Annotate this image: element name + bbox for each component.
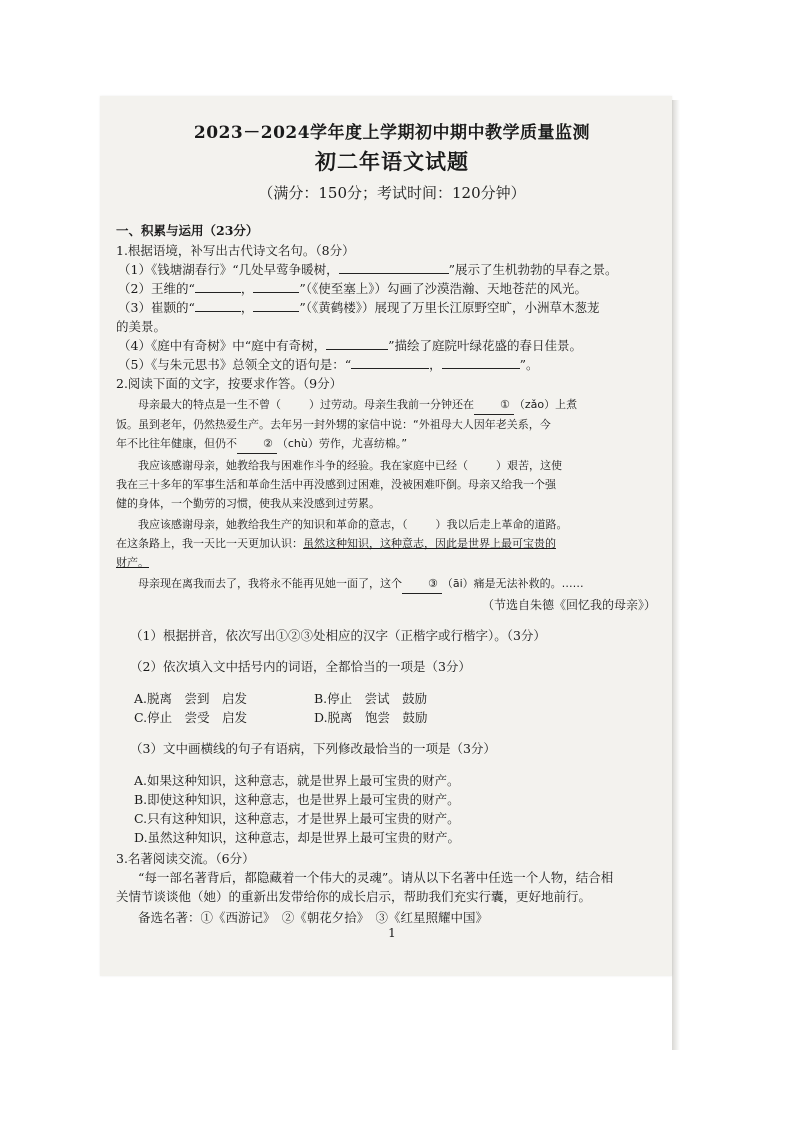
- exam-title: 2023－2024学年度上学期初中期中教学质量监测: [193, 123, 591, 143]
- q1-stem: 1.根据语境，补写出古代诗文名句。（8分）: [116, 243, 355, 258]
- passage-text: 我应该感谢母亲，她教给我生产的知识和革命的意志，（: [138, 518, 408, 531]
- passage-text: （zǎo）上煮: [513, 398, 578, 411]
- q2-sub-2: （2）依次填入文中括号内的词语，全都恰当的一项是（3分）: [130, 659, 471, 674]
- answer-blank[interactable]: [253, 299, 299, 312]
- q1-item-1-text-a: （1）《钱塘湖春行》“几处早莺争暖树，: [118, 262, 339, 277]
- q1-item-5-text-c: ”。: [519, 357, 539, 372]
- q2-stem: 2.阅读下面的文字，按要求作答。（9分）: [116, 376, 343, 391]
- passage-text: ）我以后走上革命的道路。: [435, 518, 568, 531]
- q1-item-3-text-a: （3）崔颢的“: [118, 300, 195, 315]
- passage-text: （āi）痛是无法补救的。……: [441, 577, 584, 590]
- passage-text: 年不比往年健康，但仍不: [116, 437, 237, 450]
- q1-item-2-text-a: （2）王维的“: [118, 281, 195, 296]
- option-c[interactable]: C.停止 尝受 启发: [134, 709, 248, 725]
- option-a[interactable]: A.脱离 尝到 启发: [134, 690, 248, 706]
- passage-text: 我应该感谢母亲，她教给我与困难作斗争的经验。我在家庭中已经（: [138, 459, 468, 472]
- q1-item-2-text-c: ”（《使至塞上》）勾画了沙漠浩瀚、天地苍茫的风光。: [299, 281, 588, 296]
- q1-item-5-text-b: ，: [429, 357, 442, 372]
- blank-marker-3[interactable]: ③: [402, 574, 442, 594]
- q1-item-4-text-b: ”描绘了庭院叶绿花盛的春日佳景。: [388, 338, 583, 353]
- passage-text: （chù）劳作，尤喜纺棉。”: [276, 437, 408, 450]
- q1-item-4-text-a: （4）《庭中有奇树》中“庭中有奇树，: [118, 338, 327, 353]
- answer-blank[interactable]: [195, 280, 241, 293]
- q1-item-3-text-c: ”（《黄鹤楼》）展现了万里长江原野空旷，小洲草木葱茏: [299, 300, 600, 315]
- option-b[interactable]: B.停止 尝试 鼓励: [314, 690, 428, 706]
- passage-text: 在这条路上，我一天比一天更加认识：: [116, 537, 303, 550]
- q1-item-4: [116, 336, 668, 355]
- passage-text: ）过劳动。母亲生我前一分钟还在: [309, 398, 474, 411]
- answer-blank[interactable]: [339, 261, 449, 274]
- passage-text: 母亲现在离我而去了，我将永不能再见她一面了，这个: [138, 577, 402, 590]
- q1-item-5: [116, 355, 668, 374]
- exam-info: （满分：150分；考试时间：120分钟）: [258, 184, 526, 202]
- passage-text: 健的身体，一个勤劳的习惯，使我从来没感到过劳累。: [116, 497, 380, 510]
- underlined-sentence-end: 财产。: [116, 556, 149, 569]
- revision-option-d[interactable]: D.虽然这种知识，这种意志，却是世界上最可宝贵的财产。: [134, 829, 461, 845]
- passage-text: 我在三十多年的军事生活和革命生活中再没感到过困难，没被困难吓倒。母亲又给我一个强: [116, 478, 556, 491]
- exam-subject-title: 初二年语文试题: [315, 149, 469, 174]
- passage-text: 饭。虽到老年，仍然热爱生产。去年另一封外甥的家信中说：“外祖母大人因年老关系，今: [116, 418, 551, 431]
- q2-options-row-1: [116, 689, 668, 708]
- q3-book-list: 备选名著：①《西游记》 ②《朝花夕拾》 ③《红星照耀中国》: [138, 909, 489, 925]
- revision-option-b[interactable]: B.即使这种知识，这种意志，也是世界上最可宝贵的财产。: [134, 791, 460, 807]
- page-number: 1: [388, 926, 396, 940]
- answer-blank[interactable]: [351, 356, 429, 369]
- underlined-sentence: 虽然这种知识，这种意志，因此是世界上最可宝贵的: [303, 537, 556, 550]
- blank-marker-1[interactable]: ①: [474, 395, 514, 415]
- q1-item-1: [116, 260, 668, 279]
- q3-body-1: “每一部名著背后，都隐藏着一个伟大的灵魂”。请从以下名著中任选一个人物，结合相: [138, 869, 614, 885]
- answer-blank[interactable]: [326, 337, 388, 350]
- reading-passage: [116, 395, 668, 594]
- passage-source: （节选自朱德《回忆我的母亲》）: [481, 598, 656, 612]
- q2-options-row-2: [116, 708, 668, 727]
- q3-stem: 3.名著阅读交流。（6分）: [116, 850, 255, 866]
- exam-content: [116, 108, 668, 940]
- passage-paragraph-4: [116, 574, 668, 594]
- q1-item-2-text-b: ，: [240, 281, 254, 296]
- q1-item-3: [116, 298, 668, 317]
- q1-item-2: [116, 279, 668, 298]
- exam-sheet: [100, 96, 672, 976]
- q1-item-5-text-a: （5）《与朱元思书》总领全文的语句是：“: [118, 357, 352, 372]
- passage-paragraph-2: [116, 456, 668, 513]
- q1-item-3-text-b: ，: [240, 300, 254, 315]
- passage-text: 母亲最大的特点是一生不曾（: [138, 398, 281, 411]
- revision-option-a[interactable]: A.如果这种知识，这种意志，就是世界上最可宝贵的财产。: [134, 772, 460, 788]
- section-heading: 一、积累与运用（23分）: [116, 223, 259, 238]
- passage-paragraph-1: [116, 395, 668, 454]
- passage-paragraph-3: [116, 515, 668, 572]
- answer-blank[interactable]: [253, 280, 299, 293]
- q1-item-3-cont: 的美景。: [116, 319, 167, 334]
- passage-text: ）艰苦，这使: [496, 459, 562, 472]
- blank-marker-2[interactable]: ②: [237, 434, 277, 454]
- q2-sub-3: （3）文中画横线的句子有语病，下列修改最恰当的一项是（3分）: [130, 741, 496, 756]
- page-edge-shadow: [672, 100, 680, 1050]
- answer-blank[interactable]: [195, 299, 241, 312]
- option-d[interactable]: D.脱离 饱尝 鼓励: [314, 709, 428, 725]
- q3-body-2: 关情节谈谈他（她）的重新出发带给你的成长启示，帮助我们充实行囊，更好地前行。: [116, 888, 592, 904]
- answer-blank[interactable]: [442, 356, 520, 369]
- revision-option-c[interactable]: C.只有这种知识，这种意志，才是世界上最可宝贵的财产。: [134, 810, 460, 826]
- q1-item-1-text-b: ”展示了生机勃勃的早春之景。: [448, 262, 618, 277]
- q2-sub-1: （1）根据拼音，依次写出①②③处相应的汉字（正楷字或行楷字）。（3分）: [130, 627, 546, 643]
